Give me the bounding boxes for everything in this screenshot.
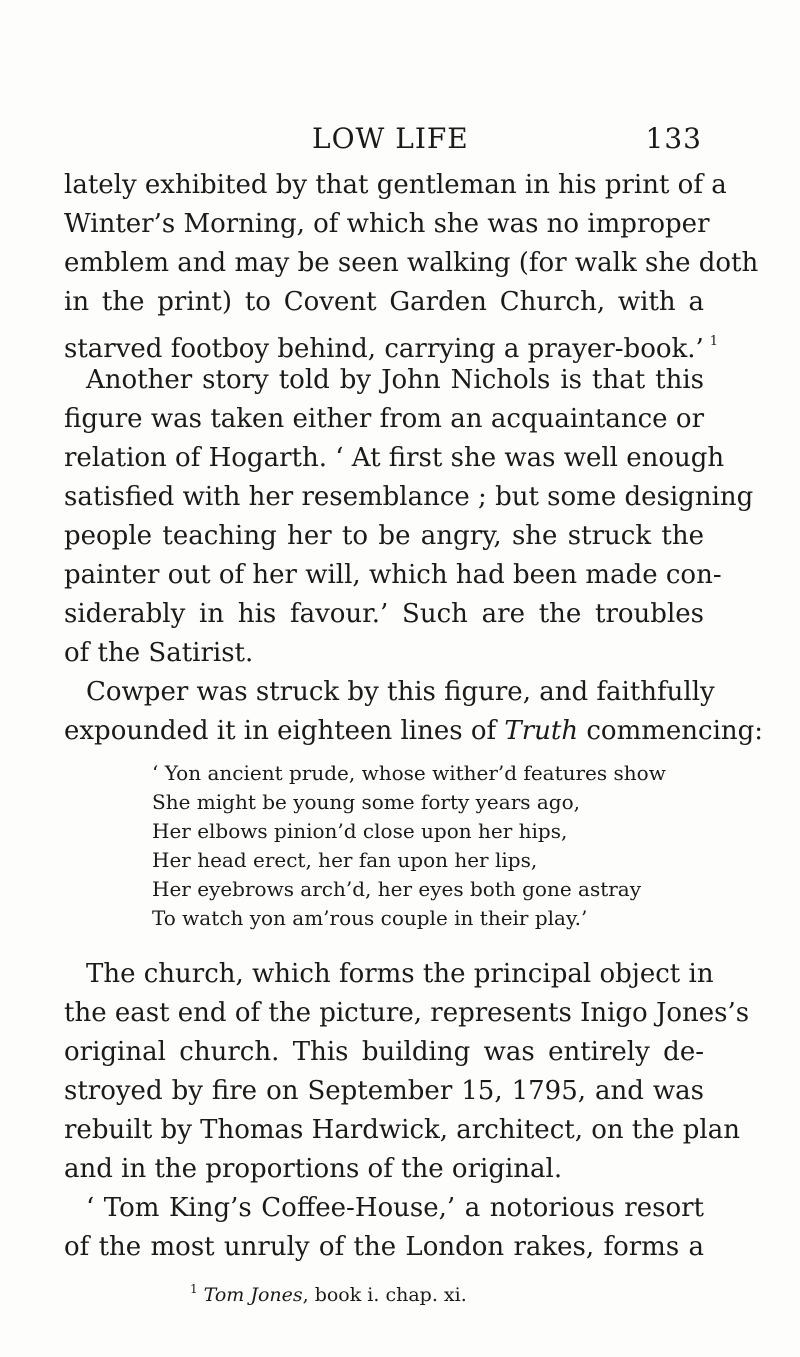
text-line: and in the proportions of the original. <box>64 1154 563 1184</box>
text-line: Winter’s Morning, of which she was no improper <box>64 209 710 239</box>
text-line: emblem and may be seen walking (for walk she doth <box>64 248 759 278</box>
footnote-text: , book i. chap. xi. <box>302 1284 467 1306</box>
running-head <box>312 118 702 158</box>
poem-line: Her elbows pinion’d close upon her hips, <box>152 819 568 843</box>
text-line: The church, which forms the principal object in <box>86 959 714 989</box>
text-line: relation of Hogarth. ‘ At first she was well enough <box>64 443 725 473</box>
paragraph-2 <box>64 361 754 673</box>
text-line: in the print) to Covent Garden Church, with a <box>64 287 704 317</box>
italic-title: Truth <box>504 716 579 746</box>
footnote-mark: 1 <box>190 1282 198 1296</box>
text-line: lately exhibited by that gentleman in his print of a <box>64 170 727 200</box>
paragraph-3 <box>64 673 764 751</box>
text-line: Cowper was struck by this figure, and faithfully <box>86 677 715 707</box>
paragraph-1 <box>64 166 759 364</box>
paragraph-4 <box>64 955 750 1189</box>
text-segment: expounded it in eighteen lines of <box>64 716 505 746</box>
running-title: LOW LIFE <box>312 121 469 155</box>
footnote-title: Tom Jones <box>203 1284 303 1306</box>
text-line: original church. This building was entirely de- <box>64 1037 704 1067</box>
text-line: people teaching her to be angry, she struck the <box>64 521 704 551</box>
poem-line: Her eyebrows arch’d, her eyes both gone astray <box>152 877 642 901</box>
text-line <box>64 712 764 751</box>
paragraph-5 <box>64 1189 704 1267</box>
text-line: stroyed by fire on September 15, 1795, and was <box>64 1076 704 1106</box>
poem-line: To watch yon am’rous couple in their play.’ <box>152 906 588 930</box>
poem-line: Her head erect, her fan upon her lips, <box>152 848 538 872</box>
text-line: the east end of the picture, represents Inigo Jones’s <box>64 998 750 1028</box>
text-line: of the Satirist. <box>64 638 254 668</box>
text-line <box>64 322 719 364</box>
footnote <box>190 1282 467 1306</box>
poem-line: ‘ Yon ancient prude, whose wither’d features show <box>152 761 666 785</box>
text-line: figure was taken either from an acquaintance or <box>64 404 704 434</box>
text-line-content: starved footboy behind, carrying a prayer-book.’ <box>64 334 704 364</box>
text-segment: commencing: <box>578 716 764 746</box>
text-line: ‘ Tom King’s Coffee-House,’ a notorious resort <box>86 1193 704 1223</box>
footnote-reference: 1 <box>709 334 719 349</box>
poem-line: She might be young some forty years ago, <box>152 790 580 814</box>
text-line: rebuilt by Thomas Hardwick, architect, on the plan <box>64 1115 740 1145</box>
text-line: painter out of her will, which had been made con- <box>64 560 722 590</box>
page-number: 133 <box>645 121 702 155</box>
text-line: of the most unruly of the London rakes, forms a <box>64 1232 704 1262</box>
text-line: Another story told by John Nichols is that this <box>86 365 704 395</box>
poem-quotation <box>152 759 712 933</box>
text-line: siderably in his favour.’ Such are the troubles <box>64 599 704 629</box>
text-line: satisfied with her resemblance ; but some designing <box>64 482 754 512</box>
